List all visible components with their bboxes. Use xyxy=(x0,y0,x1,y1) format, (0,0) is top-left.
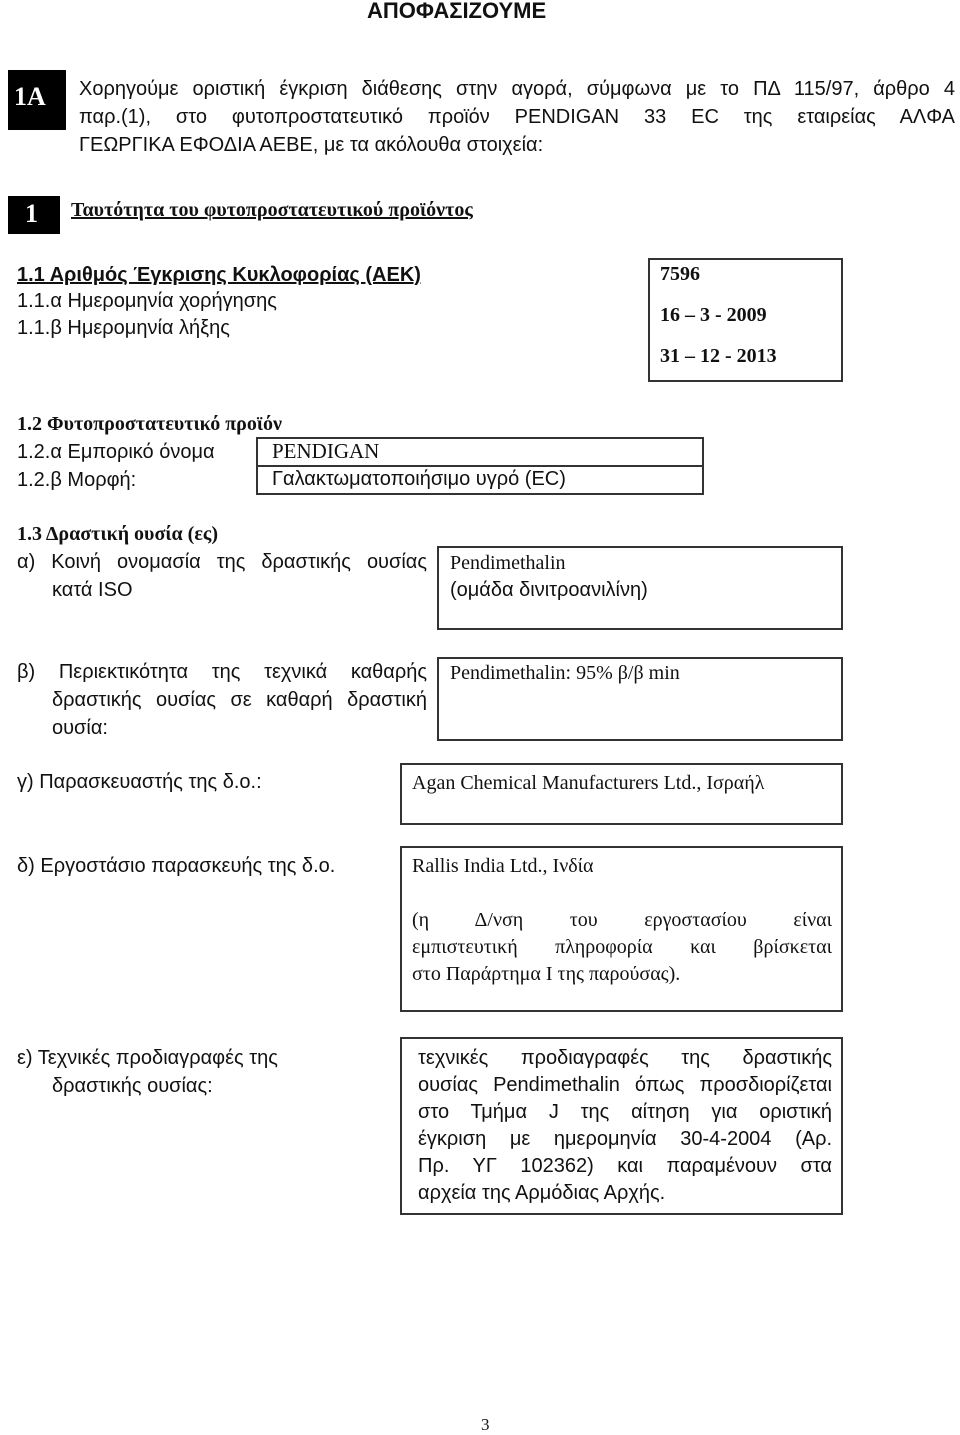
plant-value: Rallis India Ltd., Ινδία xyxy=(412,855,594,877)
specs-line-1: τεχνικές προδιαγραφές της δραστικής xyxy=(418,1047,832,1069)
iso-name-label-1: α) Κοινή ονομασία της δραστικής ουσίας xyxy=(17,551,427,573)
product-label: 1.2 Φυτοπροστατευτικό προϊόν xyxy=(17,413,282,435)
form-label: 1.2.β Μορφή: xyxy=(17,469,137,491)
specs-line-5: Πρ. ΥΓ 102362) και παραμένουν στα xyxy=(418,1155,832,1177)
plant-note-1: (η Δ/νση του εργοστασίου είναι xyxy=(412,909,832,931)
intro-line-3: ΓΕΩΡΓΙΚΑ ΕΦΟΔΙΑ ΑΕΒΕ, με τα ακόλουθα στοιχεία: xyxy=(79,134,544,156)
grant-date-value: 16 – 3 - 2009 xyxy=(660,304,767,326)
manufacturer-value: Agan Chemical Manufacturers Ltd., Ισραήλ xyxy=(412,772,765,794)
specs-label-2: δραστικής ουσίας: xyxy=(52,1075,213,1097)
expiry-date-label: 1.1.β Ημερομηνία λήξης xyxy=(17,317,230,339)
purity-value: Pendimethalin: 95% β/β min xyxy=(450,662,680,684)
specs-line-3: στο Τμήμα J της αίτηση για οριστική xyxy=(418,1101,832,1123)
iso-name-value: Pendimethalin xyxy=(450,552,566,574)
section-1a-badge-label: 1Α xyxy=(14,82,46,111)
grant-date-label: 1.1.α Ημερομηνία χορήγησης xyxy=(17,290,277,312)
specs-label-1: ε) Τεχνικές προδιαγραφές της xyxy=(17,1047,278,1069)
iso-name-group: (ομάδα δινιτροανιλίνη) xyxy=(450,579,648,601)
specs-line-4: έγκριση με ημερομηνία 30-4-2004 (Αρ. xyxy=(418,1128,832,1150)
purity-label-3: ουσία: xyxy=(52,717,108,739)
plant-note-2: εμπιστευτική πληροφορία και βρίσκεται xyxy=(412,936,832,958)
active-substance-label: 1.3 Δραστική ουσία (ες) xyxy=(17,523,218,545)
section-1-title: Ταυτότητα του φυτοπροστατευτικού προϊόντος xyxy=(71,199,473,221)
plant-label: δ) Εργοστάσιο παρασκευής της δ.ο. xyxy=(17,855,336,877)
plant-note-3: στο Παράρτημα Ι της παρούσας). xyxy=(412,963,681,985)
aek-label: 1.1 Αριθμός Έγκρισης Κυκλοφορίας (ΑΕΚ) xyxy=(17,264,421,286)
page-number: 3 xyxy=(481,1415,490,1434)
intro-line-1: Χορηγούμε οριστική έγκριση διάθεσης στην αγορά, σύμφωνα με το ΠΔ 115/97, άρθρο 4 xyxy=(79,78,955,100)
trade-name-label: 1.2.α Εμπορικό όνομα xyxy=(17,441,215,463)
trade-name-value: PENDIGAN xyxy=(272,439,380,463)
specs-line-6: αρχεία της Αρμόδιας Αρχής. xyxy=(418,1182,666,1204)
iso-name-label-2: κατά ISO xyxy=(52,579,133,601)
specs-line-2: ουσίας Pendimethalin όπως προσδιορίζεται xyxy=(418,1074,832,1096)
section-1-badge-label: 1 xyxy=(25,199,38,228)
manufacturer-label: γ) Παρασκευαστής της δ.ο.: xyxy=(17,771,262,793)
purity-label-2: δραστικής ουσίας σε καθαρή δραστική xyxy=(52,689,427,711)
intro-line-2: παρ.(1), στο φυτοπροστατευτικό προϊόν PENDIGAN 33 EC της εταιρείας ΑΛΦΑ xyxy=(79,106,955,128)
page-title: ΑΠΟΦΑΣΙΖΟΥΜΕ xyxy=(367,0,547,23)
purity-label-1: β) Περιεκτικότητα της τεχνικά καθαρής xyxy=(17,661,427,683)
expiry-date-value: 31 – 12 - 2013 xyxy=(660,345,777,367)
form-value: Γαλακτωματοποιήσιμο υγρό (EC) xyxy=(272,468,566,490)
aek-value: 7596 xyxy=(660,263,700,285)
